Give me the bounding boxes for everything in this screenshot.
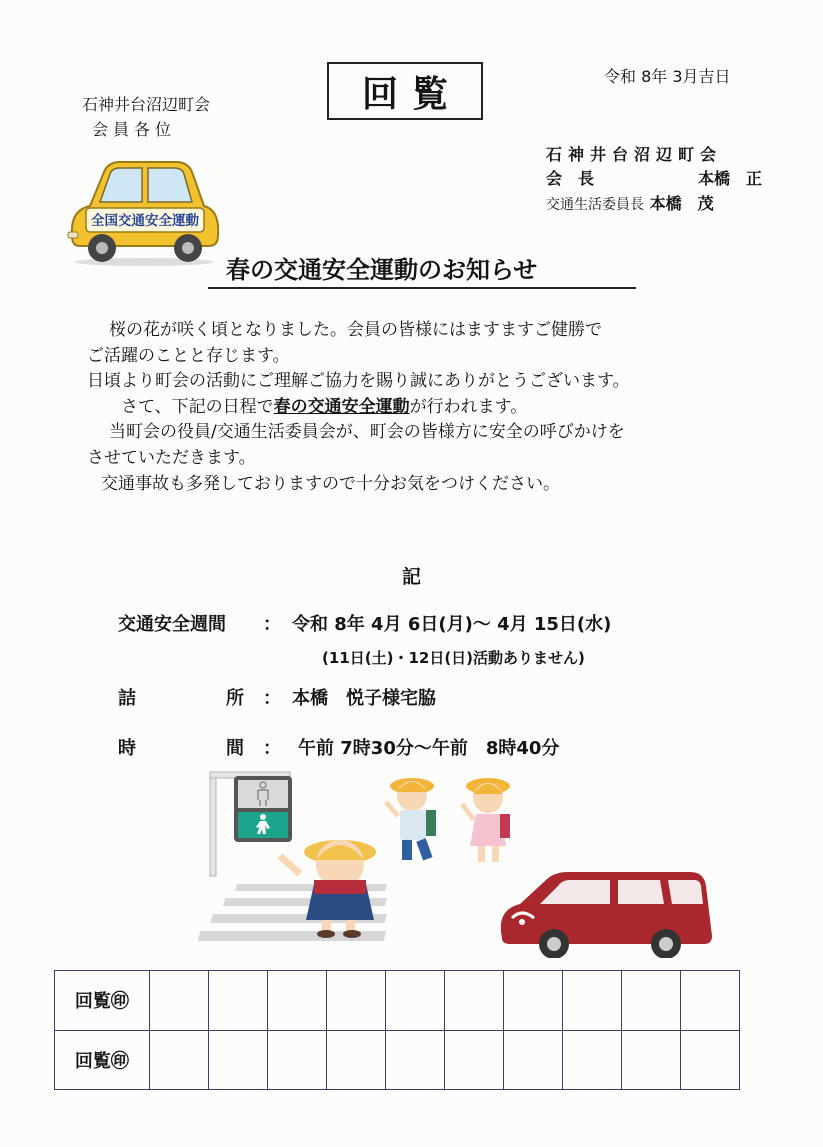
document-date: 令和 8年 3月吉日 xyxy=(604,67,731,86)
week-colon: ： xyxy=(263,614,281,635)
sender-president-name: 本橋 正 xyxy=(697,169,762,188)
recipient-association: 石神井台沼辺町会 xyxy=(82,95,211,114)
stamp-cell[interactable] xyxy=(444,1030,503,1090)
kairan-row-label: 回覧㊞ xyxy=(55,1030,150,1090)
place-label-b: 所 xyxy=(226,688,244,709)
sender-president xyxy=(546,166,762,189)
sender-president-title: 会 長 xyxy=(546,169,595,188)
sender-committee-name: 本橋 茂 xyxy=(649,194,714,213)
place-label-a: 詰 xyxy=(118,688,136,709)
signal-pole xyxy=(210,772,216,876)
week-value: 令和 8年 4月 6日(月)～ 4月 15日(水) xyxy=(292,614,612,635)
body-line-4-after: が行われます。 xyxy=(409,396,528,417)
child-boy-figure xyxy=(386,778,436,861)
stamp-cell[interactable] xyxy=(326,1030,385,1090)
table-row xyxy=(55,971,740,1031)
stamp-cell[interactable] xyxy=(562,971,621,1031)
stamp-cell[interactable] xyxy=(149,971,208,1031)
kairan-title: 回覧 xyxy=(361,72,462,115)
place-colon: ： xyxy=(263,688,281,709)
notice-title: 春の交通安全運動のお知らせ xyxy=(208,250,636,289)
body-line-4-before: さて、下記の日程で xyxy=(121,396,274,417)
stamp-cell[interactable] xyxy=(503,1030,562,1090)
table-row xyxy=(55,1030,740,1090)
body-line-1: 桜の花が咲く頃となりました。会員の皆様にはますますご健勝で xyxy=(109,320,602,340)
time-value: 午前 7時30分～午前 8時40分 xyxy=(298,738,560,759)
crosswalk-illustration xyxy=(190,768,730,958)
car-hubcap-front xyxy=(96,242,108,254)
week-label: 交通安全週間 xyxy=(118,614,226,635)
week-note: (11日(土)・12日(日)活動ありません) xyxy=(322,649,585,667)
place-value: 本橋 悦子様宅脇 xyxy=(292,688,436,709)
stamp-cell[interactable] xyxy=(267,971,326,1031)
kairan-title-box xyxy=(327,62,483,120)
body-line-4-emphasis: 春の交通安全運動 xyxy=(273,396,410,417)
stamp-cell[interactable] xyxy=(680,1030,739,1090)
car-headlight xyxy=(68,232,78,238)
sender-committee-role: 交通生活委員長 xyxy=(546,197,644,213)
kairan-circulation-table xyxy=(54,970,740,1090)
body-line-2: ご活躍のことと存じます。 xyxy=(87,345,290,366)
sender-committee-chair xyxy=(546,191,714,214)
body-line-6: させていただきます。 xyxy=(87,447,256,468)
notice-body xyxy=(87,318,727,497)
body-line-3: 日頃より町会の活動にご理解ご協力を賜り誠にありがとうございます。 xyxy=(87,371,630,392)
car-hubcap-rear xyxy=(182,242,194,254)
stamp-cell[interactable] xyxy=(621,1030,680,1090)
stamp-cell[interactable] xyxy=(385,971,444,1031)
time-label-a: 時 xyxy=(118,738,136,759)
stamp-cell[interactable] xyxy=(385,1030,444,1090)
car-sign-text: 全国交通安全運動 xyxy=(91,213,199,229)
body-line-5: 当町会の役員/交通生活委員会が、町会の皆様方に安全の呼びかけを xyxy=(109,422,625,443)
body-line-4 xyxy=(87,395,727,421)
stamp-cell[interactable] xyxy=(621,971,680,1031)
stamp-cell[interactable] xyxy=(503,971,562,1031)
stamp-cell[interactable] xyxy=(208,1030,267,1090)
time-colon: ： xyxy=(263,738,281,759)
ki-heading: 記 xyxy=(402,566,422,588)
stamp-cell[interactable] xyxy=(562,1030,621,1090)
child-girl-figure xyxy=(462,778,510,862)
yellow-car-illustration xyxy=(64,158,224,268)
stamp-cell[interactable] xyxy=(149,1030,208,1090)
body-line-7: 交通事故も多発しておりますので十分お気をつけください。 xyxy=(101,473,560,494)
kairan-row-label: 回覧㊞ xyxy=(55,971,150,1031)
stamp-cell[interactable] xyxy=(680,971,739,1031)
stamp-cell[interactable] xyxy=(267,1030,326,1090)
stamp-cell[interactable] xyxy=(326,971,385,1031)
car-body xyxy=(72,162,218,246)
recipient-members: 会員各位 xyxy=(92,120,177,139)
sender-association: 石神井台沼辺町会 xyxy=(546,145,723,164)
stamp-cell[interactable] xyxy=(444,971,503,1031)
time-label-b: 間 xyxy=(226,738,244,759)
stamp-cell[interactable] xyxy=(208,971,267,1031)
signal-stop-lamp xyxy=(238,780,288,808)
red-car-illustration xyxy=(501,872,712,958)
